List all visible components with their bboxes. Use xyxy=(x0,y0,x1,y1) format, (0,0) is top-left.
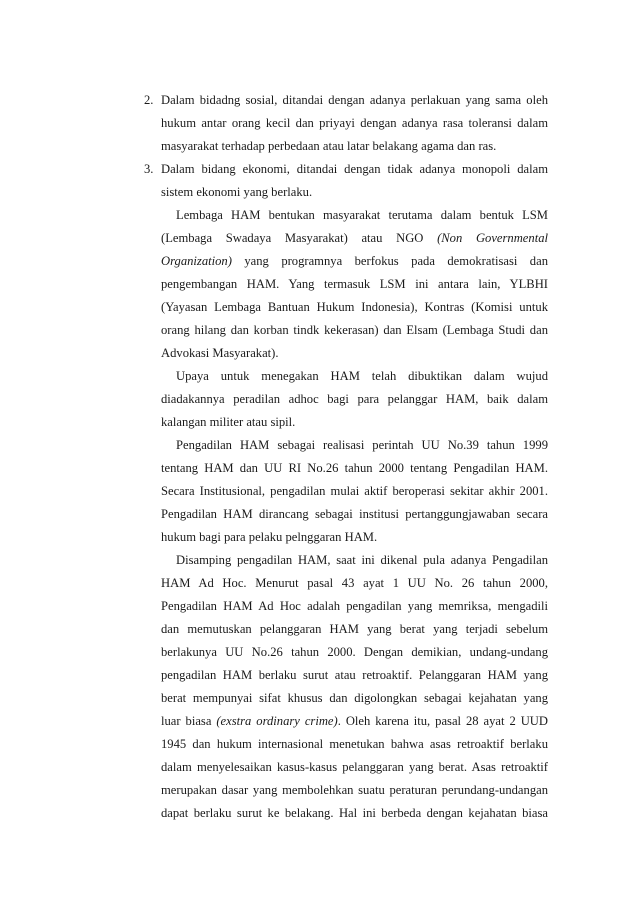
text-segment: HAM Ad Hoc. Menurut pasal 43 ayat 1 UU No. 26 tahun 2000, xyxy=(161,576,548,590)
text-segment: hukum bagi para pelaku pelnggaran HAM. xyxy=(161,530,378,544)
text-segment: merupakan dasar yang membolehkan suatu peraturan perundang-undangan xyxy=(161,783,548,797)
paragraph-line xyxy=(161,503,548,526)
text-segment: tentang HAM dan UU RI No.26 tahun 2000 tentang Pengadilan HAM. xyxy=(161,461,548,475)
list-item-line: sistem ekonomi yang berlaku. xyxy=(161,185,313,199)
text-segment: berat mempunyai sifat khusus dan digolongkan sebagai kejahatan yang xyxy=(161,691,548,705)
paragraph-line xyxy=(161,572,548,595)
text-segment: Pengadilan HAM Ad Hoc adalah pengadilan yang memriksa, mengadili xyxy=(161,599,548,613)
text-segment: berlakunya UU No.26 tahun 2000. Dengan demikian, undang-undang xyxy=(161,645,548,659)
text-segment: 1945 dan hukum internasional menetukan bahwa asas retroaktif berlaku xyxy=(161,737,548,751)
paragraph-line xyxy=(176,204,548,227)
text-segment: Advokasi Masyarakat). xyxy=(161,346,279,360)
text-segment: luar biasa xyxy=(161,714,217,728)
text-segment: pengadilan HAM berlaku surut atau retroaktif. Pelanggaran HAM yang xyxy=(161,668,548,682)
paragraph-line xyxy=(161,296,548,319)
italic-segment: (Non Governmental xyxy=(437,231,548,245)
list-item-line: Dalam bidadng sosial, ditandai dengan adanya perlakuan yang sama oleh xyxy=(161,93,548,107)
paragraph-line xyxy=(161,595,548,618)
text-segment: Pengadilan HAM dirancang sebagai institusi pertanggungjawaban secara xyxy=(161,507,548,521)
paragraph-line xyxy=(161,250,548,273)
text-segment: dan memutuskan pelanggaran HAM yang berat yang terjadi sebelum xyxy=(161,622,548,636)
italic-segment: Organization) xyxy=(161,254,232,268)
paragraph-line xyxy=(161,526,548,549)
text-segment: Upaya untuk menegakan HAM telah dibuktikan dalam wujud xyxy=(176,369,548,383)
paragraph-line xyxy=(161,388,548,411)
paragraph-line xyxy=(161,618,548,641)
paragraph-line xyxy=(161,664,548,687)
paragraph-line xyxy=(161,687,548,710)
text-segment: Lembaga HAM bentukan masyarakat terutama dalam bentuk LSM xyxy=(176,208,548,222)
list-item-line: Dalam bidang ekonomi, ditandai dengan tidak adanya monopoli dalam xyxy=(161,162,548,176)
text-segment: dapat berlaku surut ke belakang. Hal ini berbeda dengan kejahatan biasa xyxy=(161,806,548,820)
paragraph-line xyxy=(161,319,548,342)
list-item-line: hukum antar orang kecil dan priyayi dengan adanya rasa toleransi dalam xyxy=(161,116,548,130)
paragraph-line xyxy=(176,434,548,457)
text-segment: . Oleh karena itu, pasal 28 ayat 2 UUD xyxy=(337,714,548,728)
paragraph-line xyxy=(161,411,548,434)
paragraph-line xyxy=(161,802,548,825)
text-segment: orang hilang dan korban tindk kekerasan) dan Elsam (Lembaga Studi dan xyxy=(161,323,548,337)
text-segment: yang programnya berfokus pada demokratisasi dan xyxy=(231,254,548,268)
paragraph-line xyxy=(161,457,548,480)
text-segment: Disamping pengadilan HAM, saat ini dikenal pula adanya Pengadilan xyxy=(176,553,548,567)
text-segment: dalam menyelesaikan kasus-kasus pelanggaran yang berat. Asas retroaktif xyxy=(161,760,548,774)
paragraph-line xyxy=(161,480,548,503)
paragraph-line xyxy=(176,549,548,572)
text-segment: Pengadilan HAM sebagai realisasi perintah UU No.39 tahun 1999 xyxy=(176,438,548,452)
list-number: 3. xyxy=(144,162,154,176)
paragraph-line xyxy=(161,273,548,296)
paragraph-line xyxy=(161,342,548,365)
paragraph-line xyxy=(161,710,548,733)
italic-segment: (exstra ordinary crime) xyxy=(216,714,338,728)
paragraph-line xyxy=(161,756,548,779)
text-segment: diadakannya peradilan adhoc bagi para pelanggar HAM, baik dalam xyxy=(161,392,548,406)
text-segment: (Lembaga Swadaya Masyarakat) atau NGO xyxy=(161,231,438,245)
text-segment: Secara Institusional, pengadilan mulai aktif beroperasi sekitar akhir 2001. xyxy=(161,484,548,498)
text-segment: kalangan militer atau sipil. xyxy=(161,415,296,429)
list-item-line: masyarakat terhadap perbedaan atau latar belakang agama dan ras. xyxy=(161,139,497,153)
paragraph-line xyxy=(161,227,548,250)
paragraph-line xyxy=(176,365,548,388)
paragraph-line xyxy=(161,733,548,756)
list-number: 2. xyxy=(144,93,154,107)
text-segment: (Yayasan Lembaga Bantuan Hukum Indonesia), Kontras (Komisi untuk xyxy=(161,300,548,314)
text-segment: pengembangan HAM. Yang termasuk LSM ini antara lain, YLBHI xyxy=(161,277,548,291)
paragraph-line xyxy=(161,779,548,802)
paragraph-line xyxy=(161,641,548,664)
